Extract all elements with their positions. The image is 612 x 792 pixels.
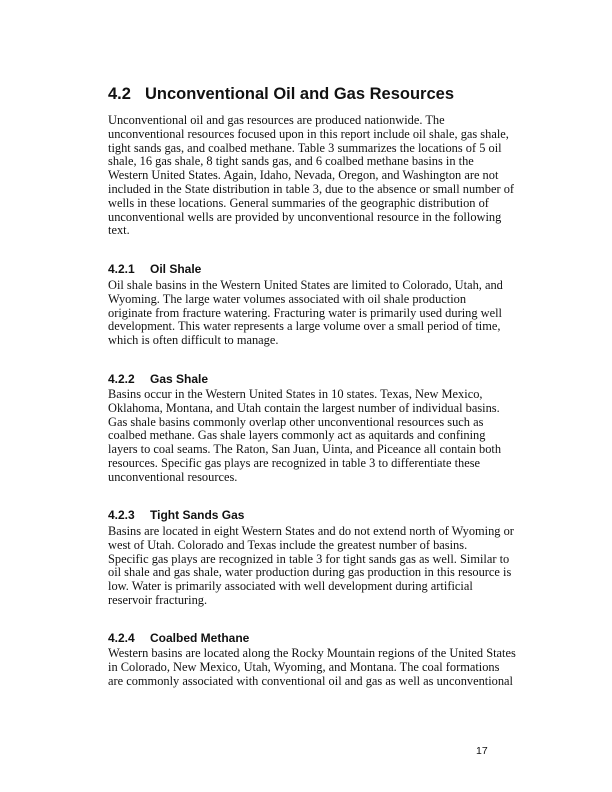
text-line: oil shale and gas shale, water production during gas production in this resource is: [108, 565, 512, 580]
text-line: text.: [108, 223, 130, 238]
subsection-heading-gas-shale: [108, 372, 208, 386]
text-line: west of Utah. Colorado and Texas include the greatest number of basins.: [108, 537, 468, 552]
text-line: included in the State distribution in table 3, due to the absence or small number of: [108, 181, 515, 196]
subsection-title: Tight Sands Gas: [150, 508, 245, 522]
section-title: Unconventional Oil and Gas Resources: [145, 85, 454, 103]
text-line: Wyoming. The large water volumes associated with oil shale production: [108, 291, 467, 306]
subsection-title: Gas Shale: [150, 372, 209, 386]
text-line: low. Water is primarily associated with well development during artificial: [108, 579, 473, 594]
text-line: originate from fracture watering. Fracturing water is primarily used during well: [108, 305, 502, 320]
text-line: Specific gas plays are recognized in table 3 for tight sands gas as well. Similar to: [108, 551, 510, 566]
text-line: which is often difficult to manage.: [108, 333, 279, 348]
text-line: Basins occur in the Western United States in 10 states. Texas, New Mexico,: [108, 387, 483, 401]
text-line: unconventional resources focused upon in this report include oil shale, gas shale,: [108, 126, 509, 141]
text-line: Gas shale basins commonly overlap other unconventional resources such as: [108, 414, 484, 429]
subsection-title: Coalbed Methane: [150, 631, 250, 645]
subsection-number: 4.2.3: [108, 508, 135, 522]
text-line: Oil shale basins in the Western United States are limited to Colorado, Utah, and: [108, 278, 503, 292]
page-number: 17: [476, 745, 488, 757]
text-line: in Colorado, New Mexico, Utah, Wyoming, and Montana. The coal formations: [108, 659, 500, 674]
text-line: unconventional wells are provided by unconventional resource in the following: [108, 209, 502, 224]
text-line: wells in these locations. General summaries of the geographic distribution of: [108, 195, 489, 210]
text-line: resources. Specific gas plays are recognized in table 3 to differentiate these: [108, 455, 481, 470]
text-line: Unconventional oil and gas resources are produced nationwide. The: [108, 113, 445, 127]
section-heading: [108, 85, 454, 104]
oil-shale-paragraph: [108, 279, 503, 348]
subsection-number: 4.2.4: [108, 631, 135, 645]
text-line: unconventional resources.: [108, 469, 238, 484]
text-line: shale, 16 gas shale, 8 tight sands gas, and 6 coalbed methane basins in the: [108, 154, 474, 169]
text-line: Oklahoma, Montana, and Utah contain the largest number of individual basins.: [108, 400, 500, 415]
text-line: reservoir fracturing.: [108, 592, 208, 607]
coalbed-methane-paragraph: [108, 647, 516, 688]
tight-sands-gas-paragraph: [108, 525, 514, 608]
subsection-number: 4.2.2: [108, 372, 135, 386]
text-line: layers to coal seams. The Raton, San Juan, Uinta, and Piceance all contain both: [108, 442, 502, 457]
subsection-heading-tight-sands-gas: [108, 508, 244, 522]
section-number: 4.2: [108, 85, 131, 103]
subsection-title: Oil Shale: [150, 262, 202, 276]
text-line: Western basins are located along the Rocky Mountain regions of the United States: [108, 646, 516, 660]
subsection-number: 4.2.1: [108, 262, 135, 276]
text-line: Western United States. Again, Idaho, Nevada, Oregon, and Washington are not: [108, 168, 499, 183]
text-line: tight sands gas, and coalbed methane. Table 3 summarizes the locations of 5 oil: [108, 140, 502, 155]
gas-shale-paragraph: [108, 388, 501, 485]
subsection-heading-coalbed-methane: [108, 631, 249, 645]
text-line: are commonly associated with conventional oil and gas as well as unconventional: [108, 673, 513, 688]
text-line: development. This water represents a large volume over a small period of time,: [108, 319, 501, 334]
subsection-heading-oil-shale: [108, 262, 201, 276]
intro-paragraph: [108, 114, 514, 238]
text-line: coalbed methane. Gas shale layers commonly act as aquitards and confining: [108, 428, 486, 443]
text-line: Basins are located in eight Western States and do not extend north of Wyoming or: [108, 524, 514, 538]
